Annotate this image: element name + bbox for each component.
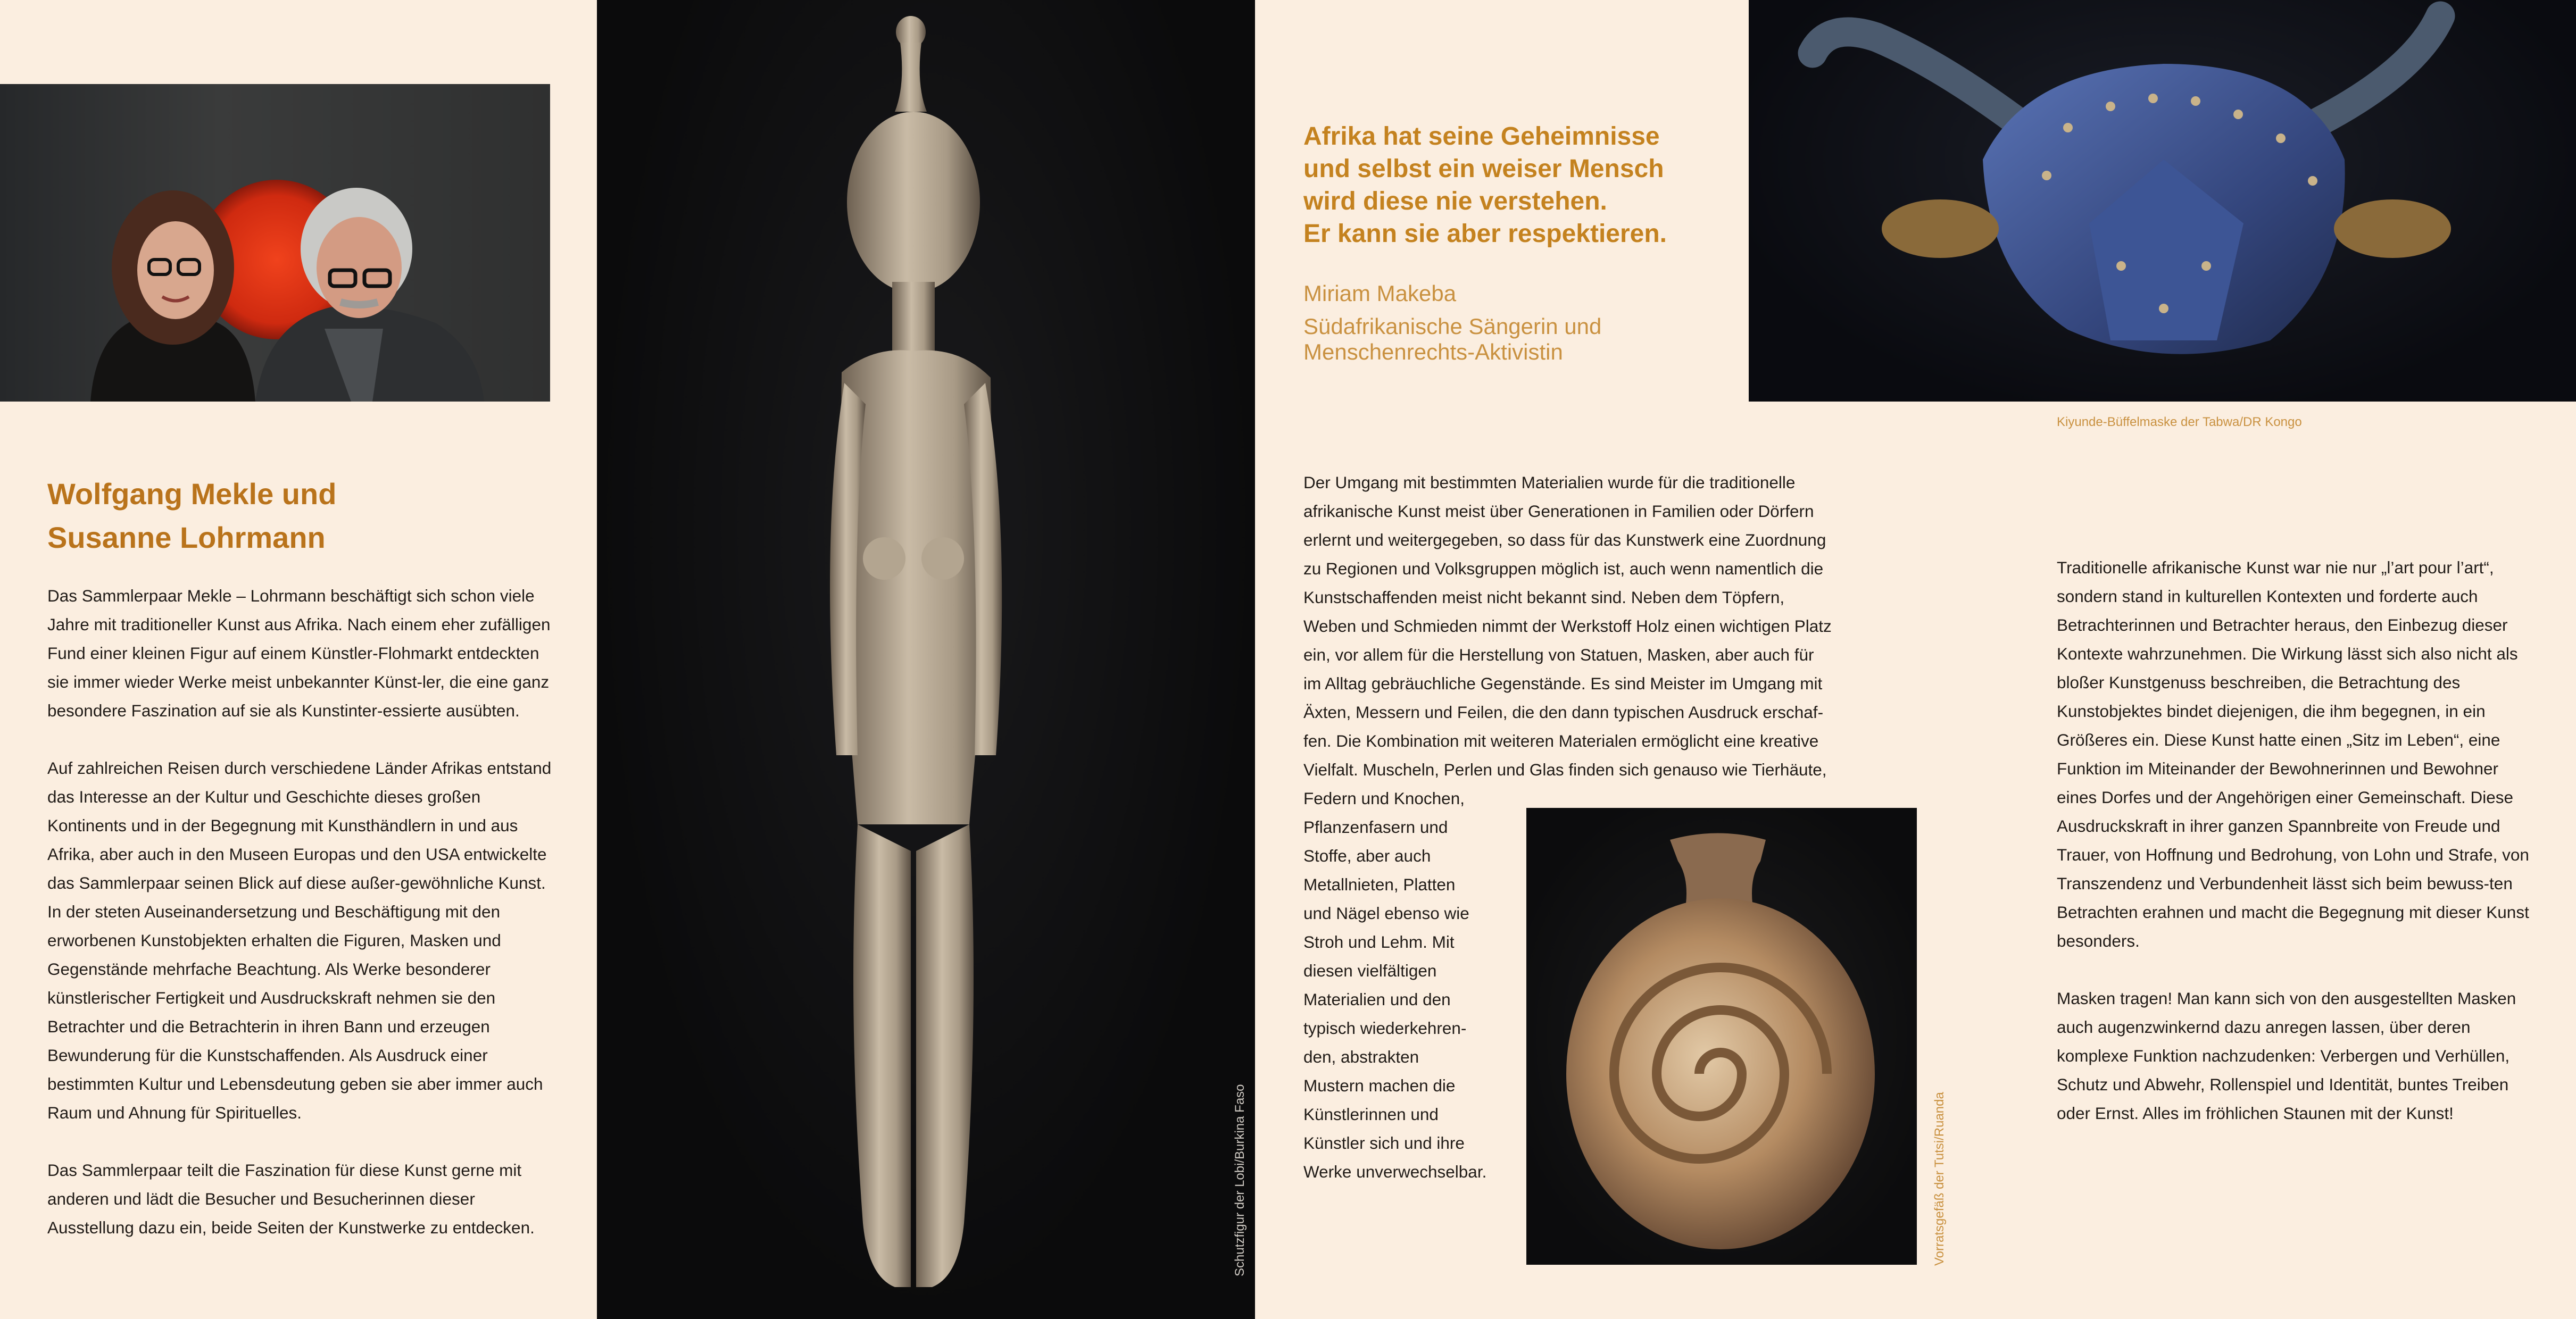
context-paragraph-1: Traditionelle afrikanische Kunst war nie nur „l’art pour l’art“, sondern stand in kulturellen Kontexten und forderte auch Betrachterinnen und Betrachter heraus, den Einbezug dieser Kontexte wahrzunehmen. Die Wirkung lässt sich also nicht als bloßer Kunstgenuss beschreiben, die Betrachtung des Kunstobjektes bindet diejenigen, die ihm begegnen, in ein Größeres ein. Diese Kunst hatte einen „Sitz im Leben“, eine Funktion im Miteinander der Bewohnerinnen und Bewohner eines Dorfes und der Angehörigen einer Gemeinschaft. Diese Ausdruckskraft in ihrer ganzen Spannbreite von Freude und Trauer, von Hoffnung und Bedrohung, von Lohn und Strafe, von Transzendenz und Verbundenheit lässt sich beim bewuss-ten Betrachten erahnen und macht die Begegnung mit dieser Kunst besonders. (2057, 558, 2529, 950)
materials-line: Pflanzenfasern und (1303, 817, 1448, 837)
makeba-quote (1303, 120, 1729, 250)
materials-line: erlernt und weitergegeben, so dass für das Kunstwerk eine Zuordnung (1303, 530, 1826, 549)
quote-line-4: Er kann sie aber respektieren. (1303, 220, 1667, 248)
vessel-caption: Vorratsgefäß der Tutsi/Ruanda (1932, 1092, 1947, 1266)
materials-line: fen. Die Kombination mit weiteren Materialen ermöglicht eine kreative (1303, 731, 1819, 750)
materials-line: den, abstrakten (1303, 1047, 1419, 1066)
quote-author: Miriam Makeba (1303, 281, 1457, 306)
materials-line: Federn und Knochen, (1303, 789, 1465, 808)
quote-line-3: wird diese nie verstehen. (1303, 187, 1607, 215)
collector-couple-photo (0, 84, 550, 402)
materials-line: Weben und Schmieden nimmt der Werkstoff Holz einen wichtigen Platz (1303, 616, 1832, 636)
materials-line: Werke unverwechselbar. (1303, 1162, 1487, 1181)
quote-attribution (1303, 280, 1729, 365)
materials-line: im Alltag gebräuchliche Gegenstände. Es sind Meister im Umgang mit (1303, 674, 1823, 693)
quote-role-line-2: Menschenrechts-Aktivistin (1303, 339, 1563, 364)
materials-line: typisch wiederkehren- (1303, 1019, 1467, 1038)
lobi-statue-photo (597, 0, 1255, 1319)
materials-line: Künstlerinnen und (1303, 1105, 1439, 1124)
heading-line-2: Susanne Lohrmann (47, 521, 326, 554)
collectors-paragraph-1: Das Sammlerpaar Mekle – Lohrmann beschäftigt sich schon viele Jahre mit traditioneller Kunst aus Afrika. Nach einem eher zufälligen Fund einer kleinen Figur auf einem Künstler-Flohmarkt entdeckten sie immer wieder Werke meist unbekannter Künst-ler, die eine ganz besondere Faszination auf sie als Kunstinter-essierte ausübten. (47, 586, 551, 720)
materials-line: Der Umgang mit bestimmten Materialien wurde für die traditionelle (1303, 473, 1796, 492)
storage-vessel-photo (1526, 808, 1917, 1265)
materials-line: zu Regionen und Volksgruppen möglich ist, auch wenn namentlich die (1303, 559, 1824, 578)
materials-text-narrow (1303, 784, 1516, 1186)
couple-illustration (0, 84, 550, 402)
heading-line-1: Wolfgang Mekle und (47, 477, 337, 511)
collectors-text (47, 581, 553, 1271)
materials-line: diesen vielfältigen (1303, 961, 1437, 980)
materials-text-full (1303, 468, 1905, 784)
quote-role-line-1: Südafrikanische Sängerin und (1303, 314, 1602, 339)
statue-illustration (597, 0, 1255, 1319)
context-paragraph-2: Masken tragen! Man kann sich von den ausgestellten Masken auch augenzwinkernd dazu anregen lassen, über deren komplexe Funktion nachzudenken: Verbergen und Verhüllen, Schutz und Abwehr, Rollenspiel und Identität, buntes Treiben oder Ernst. Alles im fröhlichen Staunen mit der Kunst! (2057, 989, 2516, 1123)
materials-line: Vielfalt. Muscheln, Perlen und Glas finden sich genauso wie Tierhäute, (1303, 760, 1827, 779)
materials-line: Mustern machen die (1303, 1076, 1456, 1095)
quote-line-1: Afrika hat seine Geheimnisse (1303, 122, 1660, 151)
context-text (2057, 553, 2536, 1156)
materials-line: und Nägel ebenso wie (1303, 904, 1469, 923)
materials-line: Materialien und den (1303, 990, 1451, 1009)
mask-illustration (1749, 0, 2576, 402)
quote-line-2: und selbst ein weiser Mensch (1303, 155, 1664, 183)
vessel-illustration (1526, 808, 1917, 1265)
buffalo-mask-photo (1749, 0, 2576, 402)
collectors-heading (47, 472, 558, 560)
materials-line: afrikanische Kunst meist über Generationen in Familien oder Dörfern (1303, 502, 1814, 521)
materials-line: Stroh und Lehm. Mit (1303, 932, 1455, 951)
materials-line: Metallnieten, Platten (1303, 875, 1456, 894)
materials-line: Äxten, Messern und Feilen, die den dann typischen Ausdruck erschaf- (1303, 703, 1824, 722)
materials-line: Kunstschaffenden meist nicht bekannt sind. Neben dem Töpfern, (1303, 588, 1785, 607)
materials-line: Künstler sich und ihre (1303, 1133, 1465, 1153)
collectors-paragraph-3: Das Sammlerpaar teilt die Faszination für diese Kunst gerne mit anderen und lädt die Besucher und Besucherinnen dieser Ausstellung dazu ein, beide Seiten der Kunstwerke zu entdecken. (47, 1161, 535, 1237)
materials-line: ein, vor allem für die Herstellung von Statuen, Masken, aber auch für (1303, 645, 1814, 664)
materials-line: Stoffe, aber auch (1303, 846, 1431, 865)
mask-caption: Kiyunde-Büffelmaske der Tabwa/DR Kongo (2057, 415, 2302, 429)
statue-caption: Schutzfigur der Lobi/Burkina Faso (1233, 1084, 1247, 1276)
collectors-paragraph-2: Auf zahlreichen Reisen durch verschiedene Länder Afrikas entstand das Interesse an der Kultur und Geschichte dieses großen Kontinents und in der Begegnung mit Kunsthändlern in und aus Afrika, aber auch in den Museen Europas und den USA entwickelte das Sammlerpaar seinen Blick auf diese außer-gewöhnliche Kunst. In der steten Auseinandersetzung und Beschäftigung mit den erworbenen Kunstobjekten erhalten die Figuren, Masken und Gegenstände mehrfache Beachtung. Als Werke besonderer künstlerischer Fertigkeit und Ausdruckskraft nehmen sie den Betrachter und die Betrachterin in ihren Bann und erzeugen Bewunderung für die Kunstschaffenden. Als Ausdruck einer bestimmten Kultur und Lebensdeutung geben sie aber immer auch Raum und Ahnung für Spirituelles. (47, 758, 552, 1122)
